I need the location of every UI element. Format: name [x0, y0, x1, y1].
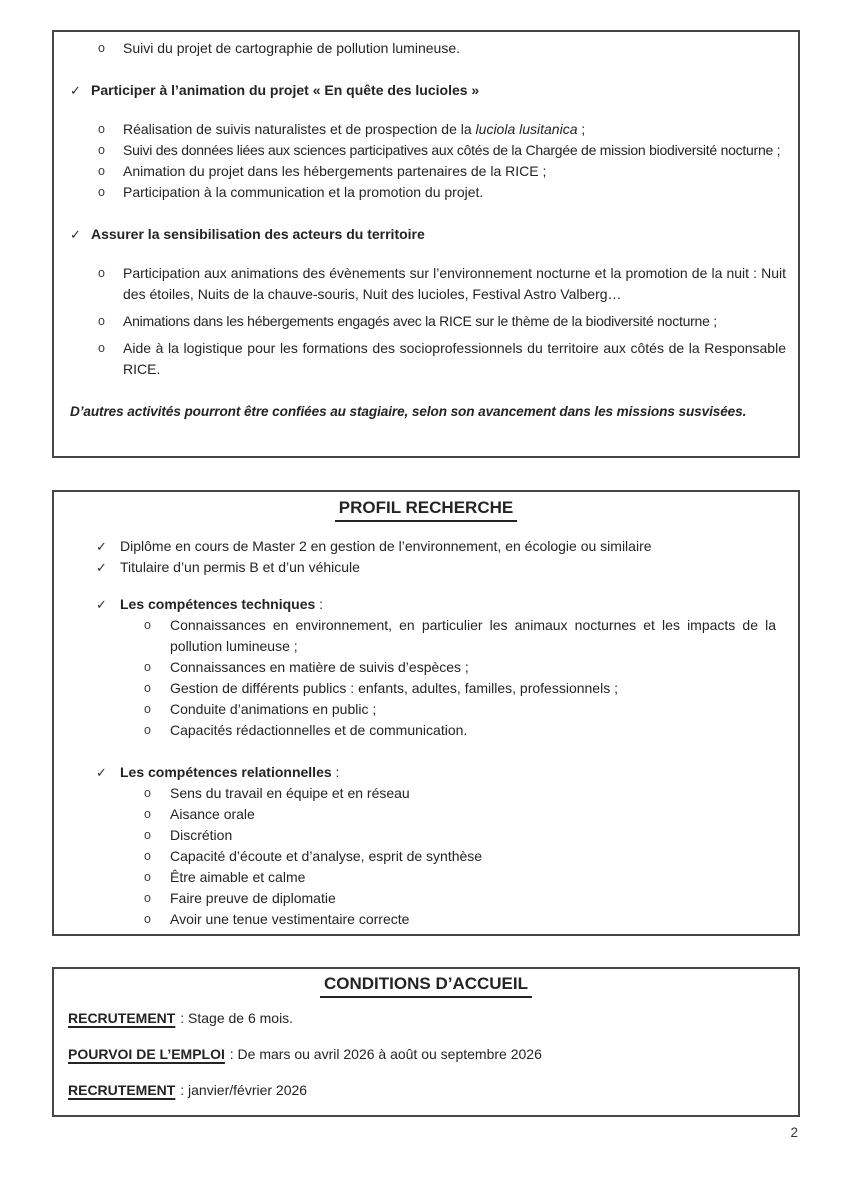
- heading-suffix: :: [331, 764, 340, 780]
- list-item: [144, 699, 790, 720]
- section-items: [62, 119, 790, 203]
- list-item-text: Aisance orale: [170, 806, 255, 822]
- list-item: [98, 338, 790, 380]
- check-bullet-icon: ✓: [96, 539, 107, 554]
- list-item: [144, 783, 790, 804]
- condition-value: : De mars ou avril 2026 à août ou septembre 2026: [225, 1046, 542, 1062]
- list-item-text: Animation du projet dans les hébergements partenaires de la RICE ;: [123, 163, 547, 179]
- list-item-text: Participation à la communication et la promotion du projet.: [123, 184, 484, 200]
- list-item: [144, 804, 790, 825]
- circle-bullet-icon: o: [144, 618, 151, 632]
- heading-bold: Les compétences relationnelles: [120, 764, 332, 780]
- species-name-italic: luciola lusitanica: [475, 121, 578, 137]
- list-item: [144, 720, 790, 741]
- circle-bullet-icon: o: [98, 314, 105, 328]
- condition-row: [68, 1044, 790, 1065]
- list-item: [98, 38, 790, 59]
- profile-title: PROFIL RECHERCHE: [335, 497, 517, 522]
- section-heading-row: [70, 80, 790, 101]
- missions-box: [52, 30, 800, 458]
- list-item-text: Aide à la logistique pour les formations des socioprofessionnels du territoire aux côtés de la Responsable RICE.: [123, 340, 786, 377]
- condition-label: POURVOI DE L’EMPLOI: [68, 1046, 225, 1062]
- list-item-text: Connaissances en matière de suivis d’espèces ;: [170, 659, 469, 675]
- circle-bullet-icon: o: [144, 681, 151, 695]
- section-items: [62, 783, 790, 930]
- list-item-text: Participation aux animations des évènements sur l’environnement nocturne et la promotion de la nuit : Nuit des étoiles, Nuits de la chauve-souris, Nuit des lucioles, Festival Astro Valberg…: [123, 265, 786, 302]
- conditions-title-row: [62, 973, 790, 998]
- circle-bullet-icon: o: [98, 266, 105, 280]
- circle-bullet-icon: o: [98, 164, 105, 178]
- section-heading-row: [96, 762, 790, 783]
- circle-bullet-icon: o: [144, 786, 151, 800]
- heading-suffix: :: [315, 596, 324, 612]
- list-item-text: Gestion de différents publics : enfants, adultes, familles, professionnels ;: [170, 680, 618, 696]
- list-item: [144, 615, 790, 657]
- list-item: [144, 825, 790, 846]
- list-item: [98, 182, 790, 203]
- list-item-text: Connaissances en environnement, en particulier les animaux nocturnes et les impacts de la pollution lumineuse ;: [170, 617, 776, 654]
- list-item-text: Sens du travail en équipe et en réseau: [170, 785, 410, 801]
- list-item-text: Capacités rédactionnelles et de communication.: [170, 722, 468, 738]
- heading-bold: Les compétences techniques: [120, 596, 316, 612]
- list-item-text: Être aimable et calme: [170, 869, 306, 885]
- section-heading: [120, 594, 790, 615]
- list-item: [144, 888, 790, 909]
- section-heading-row: [96, 594, 790, 615]
- list-item: [98, 119, 790, 140]
- circle-bullet-icon: o: [144, 849, 151, 863]
- section-heading: Assurer la sensibilisation des acteurs du territoire: [91, 226, 425, 242]
- list-item-text: [123, 119, 786, 140]
- circle-bullet-icon: o: [144, 891, 151, 905]
- profile-box: [52, 490, 800, 936]
- conditions-title: CONDITIONS D’ACCUEIL: [320, 973, 532, 998]
- section-heading-row: [70, 224, 790, 245]
- list-item-text: Faire preuve de diplomatie: [170, 890, 336, 906]
- circle-bullet-icon: o: [144, 807, 151, 821]
- list-item: [144, 846, 790, 867]
- list-item-text: Titulaire d’un permis B et d’un véhicule: [120, 559, 360, 575]
- conditions-box: [52, 967, 800, 1117]
- list-item-text: Suivi du projet de cartographie de pollution lumineuse.: [123, 40, 460, 56]
- condition-value: : janvier/février 2026: [176, 1082, 308, 1098]
- list-item: [98, 263, 790, 305]
- section-heading: Participer à l’animation du projet « En quête des lucioles »: [91, 82, 480, 98]
- profile-title-row: [62, 497, 790, 522]
- section-items: [62, 263, 790, 380]
- list-item-text: Animations dans les hébergements engagés avec la RICE sur le thème de la biodiversité nocturne ;: [123, 313, 717, 329]
- check-bullet-icon: ✓: [70, 83, 81, 98]
- circle-bullet-icon: o: [98, 185, 105, 199]
- list-item-text: Avoir une tenue vestimentaire correcte: [170, 911, 410, 927]
- section-items: [62, 615, 790, 741]
- list-item: [98, 140, 790, 161]
- list-item: [98, 161, 790, 182]
- circle-bullet-icon: o: [144, 660, 151, 674]
- run-text: ;: [577, 121, 586, 137]
- circle-bullet-icon: o: [98, 143, 105, 157]
- list-item: [144, 909, 790, 930]
- list-item-text: Diplôme en cours de Master 2 en gestion de l’environnement, en écologie ou similaire: [120, 538, 652, 554]
- condition-value: : Stage de 6 mois.: [176, 1010, 294, 1026]
- section-heading: [120, 762, 790, 783]
- list-item: [144, 678, 790, 699]
- circle-bullet-icon: o: [144, 702, 151, 716]
- list-item: [144, 657, 790, 678]
- list-item: [98, 311, 790, 332]
- circle-bullet-icon: o: [98, 41, 105, 55]
- page-number: 2: [790, 1125, 798, 1140]
- list-item: [96, 536, 790, 557]
- condition-label: RECRUTEMENT: [68, 1010, 176, 1026]
- circle-bullet-icon: o: [98, 341, 105, 355]
- list-item-text: Discrétion: [170, 827, 233, 843]
- check-bullet-icon: ✓: [70, 227, 81, 242]
- circle-bullet-icon: o: [144, 828, 151, 842]
- run-text: Réalisation de suivis naturalistes et de prospection de la: [123, 121, 476, 137]
- list-item: [96, 557, 790, 578]
- circle-bullet-icon: o: [144, 723, 151, 737]
- list-item: [144, 867, 790, 888]
- circle-bullet-icon: o: [144, 870, 151, 884]
- condition-label: RECRUTEMENT: [68, 1082, 176, 1098]
- condition-row: [68, 1008, 790, 1029]
- closing-note: D’autres activités pourront être confiées au stagiaire, selon son avancement dans les missions susvisées.: [70, 404, 747, 419]
- circle-bullet-icon: o: [144, 912, 151, 926]
- list-item-text: Conduite d’animations en public ;: [170, 701, 377, 717]
- check-bullet-icon: ✓: [96, 765, 107, 780]
- list-item-text: Capacité d’écoute et d’analyse, esprit de synthèse: [170, 848, 483, 864]
- list-item-text: Suivi des données liées aux sciences participatives aux côtés de la Chargée de mission biodiversité nocturne ;: [123, 142, 781, 158]
- circle-bullet-icon: o: [98, 122, 105, 136]
- check-bullet-icon: ✓: [96, 597, 107, 612]
- check-bullet-icon: ✓: [96, 560, 107, 575]
- condition-row: [68, 1080, 790, 1101]
